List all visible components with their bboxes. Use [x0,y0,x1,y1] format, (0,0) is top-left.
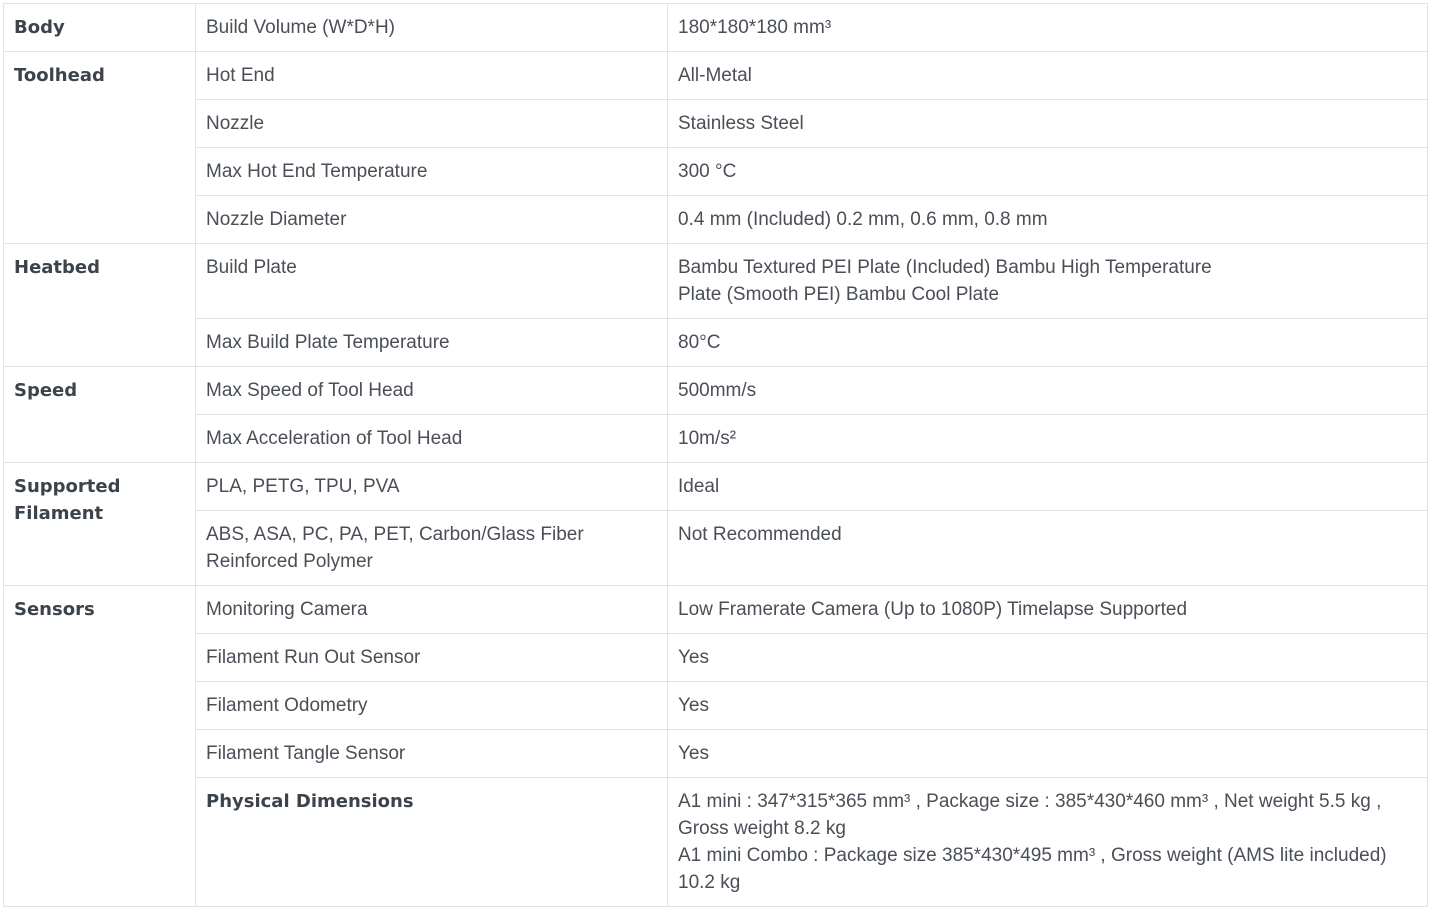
spec-value: 0.4 mm (Included) 0.2 mm, 0.6 mm, 0.8 mm [668,196,1428,244]
spec-label: Build Plate [196,244,668,319]
spec-value: 300 °C [668,148,1428,196]
table-row [4,52,1428,100]
spec-label: Monitoring Camera [196,586,668,634]
spec-value: Yes [668,682,1428,730]
category-supported-filament: Supported Filament [4,463,196,586]
spec-label: Filament Odometry [196,682,668,730]
spec-label: Build Volume (W*D*H) [196,4,668,52]
spec-label: Hot End [196,52,668,100]
spec-label: Max Build Plate Temperature [196,319,668,367]
spec-label: Nozzle Diameter [196,196,668,244]
table-row [4,634,1428,682]
category-speed: Speed [4,367,196,463]
table-row [4,4,1428,52]
table-row [4,319,1428,367]
table-row [4,463,1428,511]
table-row [4,730,1428,778]
table-row [4,778,1428,907]
category-sensors: Sensors [4,586,196,907]
spec-label: Filament Run Out Sensor [196,634,668,682]
spec-label: Filament Tangle Sensor [196,730,668,778]
table-row [4,244,1428,319]
category-toolhead: Toolhead [4,52,196,244]
spec-value: Ideal [668,463,1428,511]
table-row [4,586,1428,634]
spec-label: Max Acceleration of Tool Head [196,415,668,463]
table-row [4,100,1428,148]
spec-label: ABS, ASA, PC, PA, PET, Carbon/Glass Fiber Reinforced Polymer [196,511,668,586]
specifications-table [3,3,1428,907]
category-body: Body [4,4,196,52]
table-row [4,415,1428,463]
spec-label: PLA, PETG, TPU, PVA [196,463,668,511]
table-row [4,148,1428,196]
spec-label: Max Hot End Temperature [196,148,668,196]
spec-value: A1 mini : 347*315*365 mm³ , Package size : 385*430*460 mm³ , Net weight 5.5 kg , Gross weight 8.2 kg A1 mini Combo : Package size 385*430*495 mm³ , Gross weight (AMS lite included) 10.2 kg [668,778,1428,907]
spec-value: Bambu Textured PEI Plate (Included) Bambu High Temperature Plate (Smooth PEI) Bambu Cool Plate [668,244,1428,319]
spec-value: Low Framerate Camera (Up to 1080P) Timelapse Supported [668,586,1428,634]
spec-value: All-Metal [668,52,1428,100]
spec-label: Max Speed of Tool Head [196,367,668,415]
table-row [4,367,1428,415]
spec-value: Yes [668,634,1428,682]
spec-value: Not Recommended [668,511,1428,586]
spec-value: 10m/s² [668,415,1428,463]
spec-value: 500mm/s [668,367,1428,415]
spec-value: 180*180*180 mm³ [668,4,1428,52]
spec-value: 80°C [668,319,1428,367]
table-row [4,511,1428,586]
category-heatbed: Heatbed [4,244,196,367]
spec-label: Nozzle [196,100,668,148]
spec-value: Yes [668,730,1428,778]
table-row [4,682,1428,730]
spec-value: Stainless Steel [668,100,1428,148]
spec-label-physical-dimensions: Physical Dimensions [196,778,668,907]
table-row [4,196,1428,244]
